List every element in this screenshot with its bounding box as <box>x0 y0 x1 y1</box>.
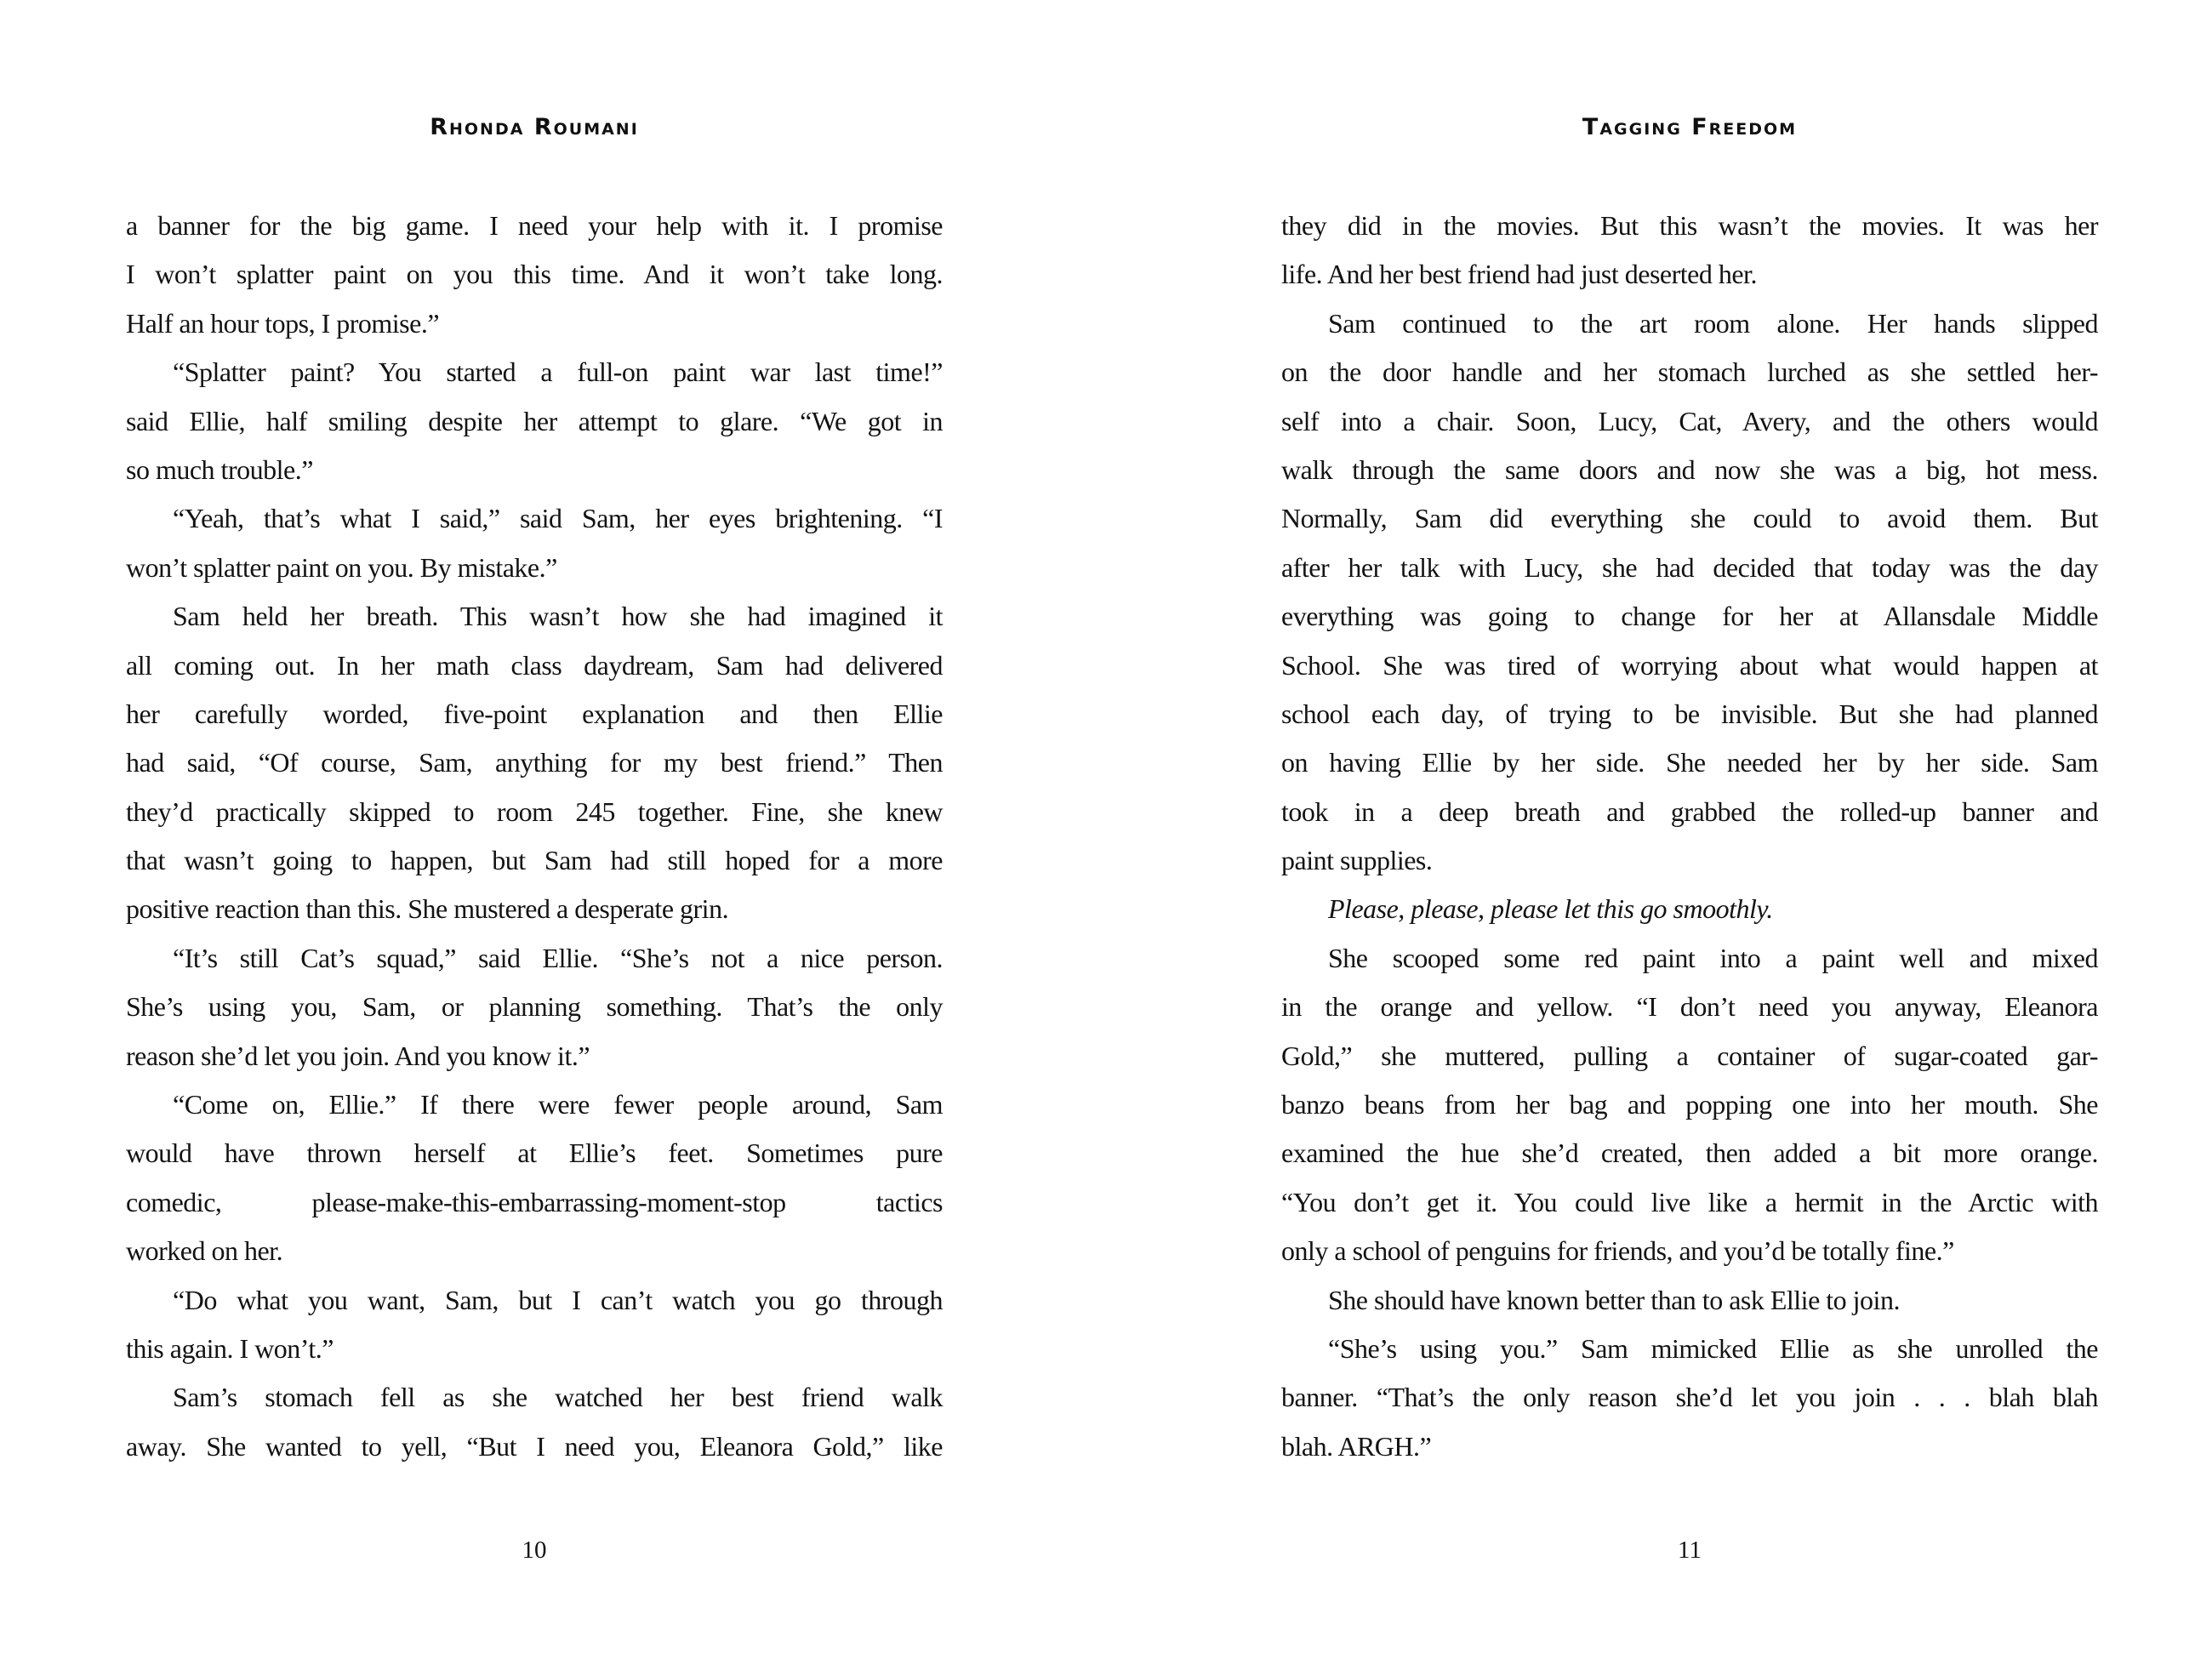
text-line: Sam’s stomach fell as she watched her best friend walk <box>173 1382 943 1413</box>
text-line: life. And her best friend had just deserted her. <box>1281 259 1757 290</box>
running-head-author: Rhonda Roumani <box>430 114 639 140</box>
text-line: “You don’t get it. You could live like a hermit in the Arctic with <box>1281 1186 2098 1217</box>
right-page-text <box>1281 202 2098 1471</box>
text-line: She’s using you, Sam, or planning something. That’s the only <box>126 991 943 1023</box>
text-line: Please, please, please let this go smoothly. <box>1328 893 1773 925</box>
text-line: on having Ellie by her side. She needed her by her side. Sam <box>1281 747 2098 778</box>
text-line: comedic, please-make-this-embarrassing-moment-stop tactics <box>126 1186 943 1217</box>
running-head-title: Tagging Freedom <box>1582 114 1798 140</box>
text-line: I won’t splatter paint on you this time. And it won’t take long. <box>126 259 943 290</box>
text-line: took in a deep breath and grabbed the rolled-up banner and <box>1281 795 2098 827</box>
text-line: on the door handle and her stomach lurched as she settled her- <box>1281 356 2098 388</box>
text-line: they did in the movies. But this wasn’t the movies. It was her <box>1281 210 2098 241</box>
text-line: “She’s using you.” Sam mimicked Ellie as she unrolled the <box>1328 1332 2098 1364</box>
text-line: “Yeah, that’s what I said,” said Sam, her eyes brightening. “I <box>173 503 943 534</box>
text-line: so much trouble.” <box>126 453 313 485</box>
text-line: won’t splatter paint on you. By mistake.” <box>126 551 557 583</box>
text-line: “Do what you want, Sam, but I can’t watch you go through <box>173 1284 943 1315</box>
text-line: away. She wanted to yell, “But I need you, Eleanora Gold,” like <box>126 1430 943 1462</box>
text-line: paint supplies. <box>1281 845 1433 876</box>
text-line: She scooped some red paint into a paint well and mixed <box>1328 942 2098 973</box>
text-line: Sam held her breath. This wasn’t how she had imagined it <box>173 601 943 632</box>
text-line: Normally, Sam did everything she could to avoid them. But <box>1281 503 2098 534</box>
left-page-text <box>126 202 943 1471</box>
text-line: blah. ARGH.” <box>1281 1430 1432 1462</box>
text-line: after her talk with Lucy, she had decided that today was the day <box>1281 551 2098 583</box>
text-line: only a school of penguins for friends, and you’d be totally fine.” <box>1281 1235 1954 1267</box>
text-line: had said, “Of course, Sam, anything for my best friend.” Then <box>126 747 943 778</box>
text-line: self into a chair. Soon, Lucy, Cat, Avery, and the others would <box>1281 405 2098 436</box>
text-line: a banner for the big game. I need your help with it. I promise <box>126 210 943 241</box>
text-line: school each day, of trying to be invisible. But she had planned <box>1281 698 2098 729</box>
text-line: walk through the same doors and now she was a big, hot mess. <box>1281 453 2098 485</box>
text-line: they’d practically skipped to room 245 together. Fine, she knew <box>126 795 943 827</box>
right-page-number: 11 <box>1678 1536 1702 1564</box>
text-line: positive reaction than this. She mustered a desperate grin. <box>126 893 729 925</box>
text-line: “It’s still Cat’s squad,” said Ellie. “She’s not a nice person. <box>173 942 943 973</box>
text-line: banzo beans from her bag and popping one into her mouth. She <box>1281 1089 2098 1120</box>
text-line: in the orange and yellow. “I don’t need you anyway, Eleanora <box>1281 991 2098 1023</box>
text-line: Half an hour tops, I promise.” <box>126 307 440 339</box>
left-page-number: 10 <box>522 1536 547 1564</box>
text-line: said Ellie, half smiling despite her attempt to glare. “We got in <box>126 405 943 436</box>
text-line: everything was going to change for her at Allansdale Middle <box>1281 601 2098 632</box>
text-line: her carefully worded, five-point explanation and then Ellie <box>126 698 943 729</box>
text-line: examined the hue she’d created, then added a bit more orange. <box>1281 1137 2098 1169</box>
text-line: “Splatter paint? You started a full-on paint war last time!” <box>173 356 943 388</box>
text-line: banner. “That’s the only reason she’d let you join . . . blah blah <box>1281 1382 2098 1413</box>
text-line: that wasn’t going to happen, but Sam had still hoped for a more <box>126 845 943 876</box>
right-page <box>1106 0 2212 1659</box>
text-line: She should have known better than to ask Ellie to join. <box>1328 1284 1900 1315</box>
text-line: this again. I won’t.” <box>126 1332 334 1364</box>
text-line: worked on her. <box>126 1235 283 1267</box>
text-line: School. She was tired of worrying about what would happen at <box>1281 649 2098 681</box>
text-line: would have thrown herself at Ellie’s feet. Sometimes pure <box>126 1137 943 1169</box>
text-line: all coming out. In her math class daydream, Sam had delivered <box>126 649 943 681</box>
text-line: Sam continued to the art room alone. Her hands slipped <box>1328 307 2098 339</box>
text-line: reason she’d let you join. And you know it.” <box>126 1040 590 1071</box>
text-line: “Come on, Ellie.” If there were fewer people around, Sam <box>173 1089 943 1120</box>
text-line: Gold,” she muttered, pulling a container of sugar-coated gar- <box>1281 1040 2098 1071</box>
